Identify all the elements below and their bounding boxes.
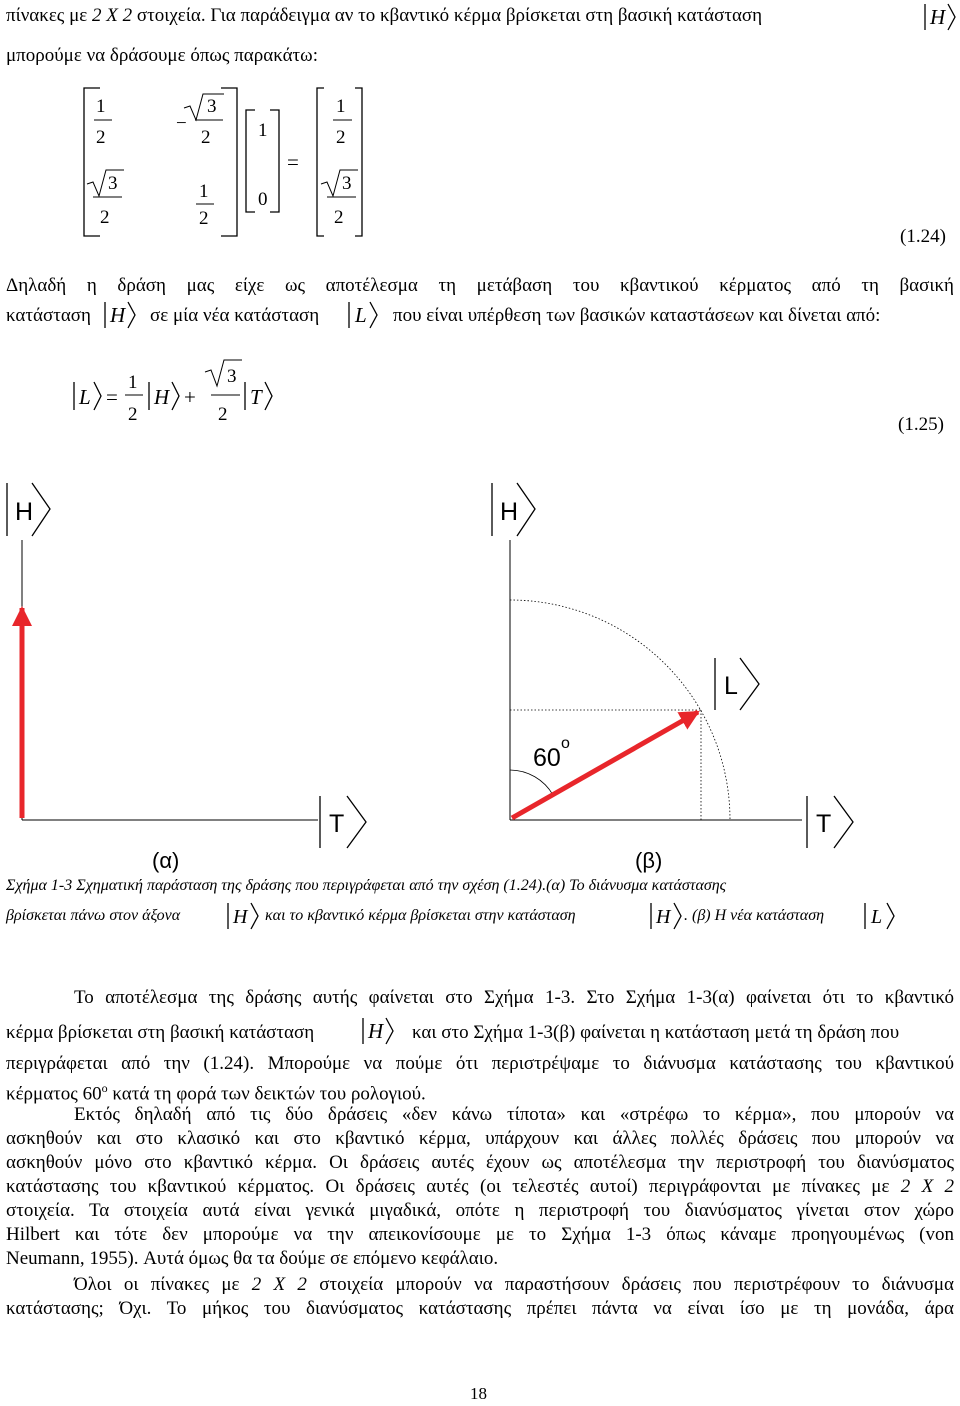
svg-text:H: H xyxy=(110,303,126,327)
caption-line-2a: βρίσκεται πάνω στον άξονα xyxy=(6,907,181,924)
p3-line-2: κατάστασης; Όχι. Το μήκος του διανύσματος κατάστασης πρέπει πάντα να είναι ίσο με τη μονάδα, άρα xyxy=(6,1298,954,1319)
figure-1-3 xyxy=(0,478,960,878)
para1-line-2c: που είναι υπέρθεση των βασικών καταστάσεων και δίνεται από: xyxy=(393,305,881,326)
p2-line-6: Hilbert και τότε δεν μπορούμε να την απεικονίσουμε με το Σχήμα 1-3 όπως κάναμε προηγουμένως (von xyxy=(6,1224,954,1245)
svg-text:L: L xyxy=(724,672,738,700)
svg-text:o: o xyxy=(561,735,570,752)
svg-text:H: H xyxy=(233,906,248,928)
svg-text:3: 3 xyxy=(108,173,118,194)
svg-text:T: T xyxy=(329,810,345,838)
svg-text:0: 0 xyxy=(258,189,268,210)
svg-text:1: 1 xyxy=(199,181,209,202)
svg-text:1: 1 xyxy=(336,96,346,117)
p2-line-3: ασκηθούν μόνο στο κβαντικό κέρμα. Οι δράσεις αυτές έχουν ως αποτέλεσμα την περιστροφή του διανύσματος xyxy=(6,1152,954,1173)
ket-h-axis-label-a xyxy=(7,483,50,536)
ket-h-body xyxy=(360,1016,396,1046)
matrix-size: 2 Χ 2 xyxy=(900,1176,955,1197)
ket-h-top xyxy=(922,2,958,32)
svg-text:H: H xyxy=(930,5,946,29)
svg-text:3: 3 xyxy=(207,96,217,117)
svg-text:L: L xyxy=(871,906,883,928)
caption-line-2b: και το κβαντικό κέρμα βρίσκεται στην κατάσταση xyxy=(265,907,576,924)
p1-line-3: περιγράφεται από την (1.24). Μπορούμε να πούμε ότι περιστρέψαμε το διάνυσμα κατάστασης του κβαντικού xyxy=(6,1053,954,1074)
para1-line-2a: κατάσταση xyxy=(6,305,91,326)
svg-text:1: 1 xyxy=(128,372,138,393)
svg-text:1: 1 xyxy=(96,96,106,117)
svg-text:T: T xyxy=(816,810,832,838)
svg-text:H: H xyxy=(656,906,671,928)
svg-text:+: + xyxy=(184,385,196,409)
panel-a xyxy=(7,483,366,873)
svg-text:3: 3 xyxy=(227,366,237,387)
svg-text:T: T xyxy=(250,385,262,409)
svg-text:=: = xyxy=(287,150,299,174)
text-run: κατάστασης του κβαντικού κέρματος. Οι δράσεις αυτές (οι τελεστές αυτοί) περιγράφονται με πίνακες με xyxy=(6,1176,890,1197)
page-number: 18 xyxy=(470,1384,487,1403)
ket-l-para1 xyxy=(346,300,380,330)
p2-line-5: στοιχεία. Τα στοιχεία αυτά είναι γενικά μιγαδικά, οπότε η περιστροφή του διανύσματος γίνεται στον χώρο xyxy=(6,1200,954,1221)
text-run: πίνακες με xyxy=(6,5,88,26)
p1-line-2b: και στο Σχήμα 1-3(β) φαίνεται η κατάσταση μετά τη δράση που xyxy=(412,1022,900,1043)
svg-text:H: H xyxy=(15,498,34,526)
p1-line-4 xyxy=(6,1076,426,1106)
text-run: στοιχεία. Για παράδειγμα αν το κβαντικό κέρμα βρίσκεται στη βασική κατάσταση xyxy=(136,5,763,26)
ket-h-caption-1 xyxy=(225,901,261,931)
text-run: κατά τη φορά των δεικτών του ρολογιού. xyxy=(107,1083,426,1105)
svg-text:L: L xyxy=(79,385,91,409)
equation-number-1-25: (1.25) xyxy=(898,414,944,435)
svg-text:3: 3 xyxy=(342,173,352,194)
matrix-size: 2 Χ 2 xyxy=(251,1274,307,1295)
svg-text:H: H xyxy=(368,1019,384,1043)
svg-text:2: 2 xyxy=(100,207,110,228)
svg-text:2: 2 xyxy=(334,207,344,228)
svg-text:−: − xyxy=(176,113,187,134)
p3-line-1 xyxy=(74,1273,954,1297)
p2-line-4 xyxy=(6,1175,954,1199)
p2-line-7: Neumann, 1955). Αυτά όμως θα τα δούμε σε επόμενο κεφάλαιο. xyxy=(6,1248,499,1269)
svg-text:=: = xyxy=(106,385,118,409)
angle-label xyxy=(533,735,570,772)
svg-text:2: 2 xyxy=(96,127,106,148)
ket-t-axis-label-a xyxy=(320,796,366,848)
text-run: Όλοι οι πίνακες με xyxy=(74,1274,240,1295)
para1-line-1: Δηλαδή η δράση μας είχε ως αποτέλεσμα τη μετάβαση του κβαντικού κέρματος από τη βασική xyxy=(6,275,954,296)
svg-text:2: 2 xyxy=(199,208,209,229)
para1-line-2b: σε μία νέα κατάσταση xyxy=(150,305,320,326)
text-run: κέρματος 60 xyxy=(6,1083,102,1105)
degree-sup: o xyxy=(101,1081,108,1095)
svg-text:1: 1 xyxy=(258,120,268,141)
p2-line-1: Εκτός δηλαδή από τις δύο δράσεις «δεν κάνω τίποτα» και «στρέφω το κέρμα», που μπορούν να xyxy=(74,1104,954,1125)
equation-1-25 xyxy=(70,358,290,442)
p1-line-1: Το αποτέλεσμα της δράσης αυτής φαίνεται στο Σχήμα 1-3. Στο Σχήμα 1-3(α) φαίνεται ότι το κβαντικό xyxy=(74,987,954,1008)
svg-text:2: 2 xyxy=(128,404,138,425)
top-line-2: μπορούμε να δράσουμε όπως παρακάτω: xyxy=(6,45,318,66)
svg-text:L: L xyxy=(355,303,367,327)
equation-1-24 xyxy=(0,80,960,250)
ket-h-axis-label-b xyxy=(492,483,535,536)
ket-l-caption xyxy=(862,901,898,931)
svg-text:H: H xyxy=(500,498,519,526)
p2-line-2: ασκηθούν και στο κλασικό και στο κβαντικό κέρμα, υπάρχουν και άλλες πολλές δράσεις που μπορούν να xyxy=(6,1128,954,1149)
svg-text:2: 2 xyxy=(201,127,211,148)
caption-line-2c: . (β) Η νέα κατάσταση xyxy=(684,907,825,924)
svg-text:60: 60 xyxy=(533,744,561,772)
svg-text:2: 2 xyxy=(336,127,346,148)
label-b: (β) xyxy=(635,848,663,873)
text-run: στοιχεία μπορούν να παραστήσουν δράσεις που περιστρέφουν το διάνυσμα xyxy=(319,1274,954,1295)
top-line-1 xyxy=(6,4,762,28)
svg-text:H: H xyxy=(154,385,170,409)
equation-number-1-24: (1.24) xyxy=(900,226,946,247)
ket-h-para1 xyxy=(102,300,138,330)
svg-text:2: 2 xyxy=(218,404,228,425)
ket-l-label-b xyxy=(715,658,759,710)
matrix-size: 2 Χ 2 xyxy=(92,5,133,26)
p1-line-2a: κέρμα βρίσκεται στη βασική κατάσταση xyxy=(6,1022,315,1043)
angle-arc xyxy=(510,770,553,795)
label-a: (α) xyxy=(152,848,180,873)
caption-line-1: Σχήμα 1-3 Σχηματική παράσταση της δράσης που περιγράφεται από την σχέση (1.24).(α) Το διάνυσμα κατάστασης xyxy=(6,877,727,894)
panel-b xyxy=(492,483,853,873)
ket-h-caption-2 xyxy=(648,901,684,931)
ket-t-axis-label-b xyxy=(807,796,853,848)
